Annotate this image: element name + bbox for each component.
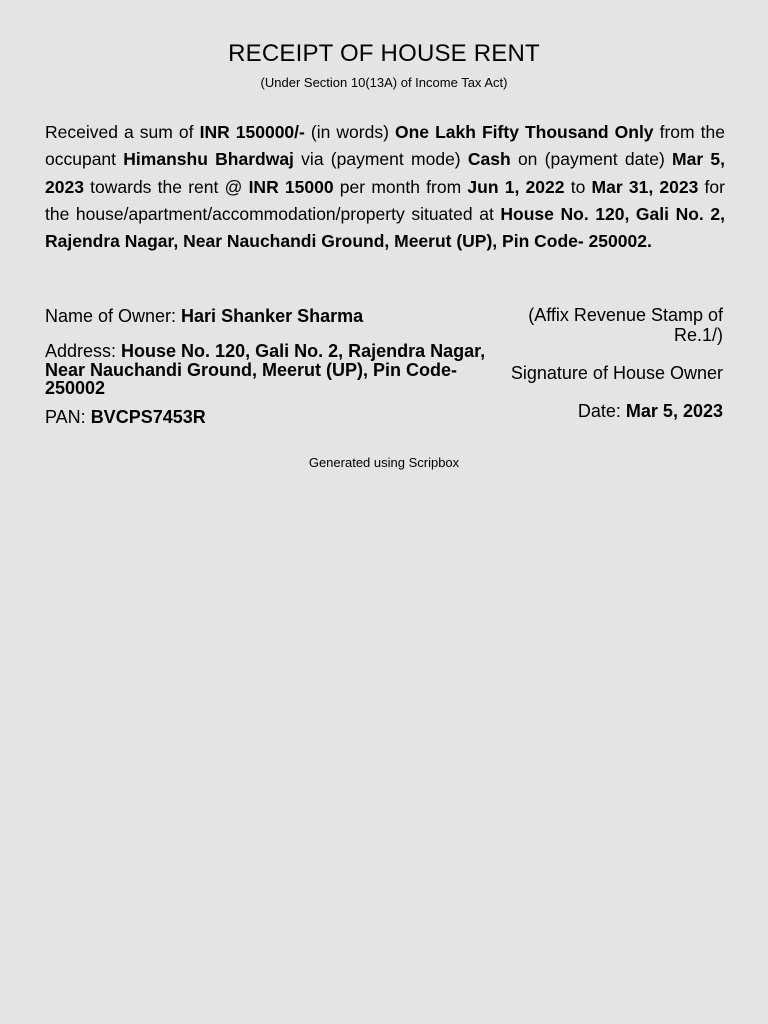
period-end: Mar 31, 2023 <box>591 176 699 197</box>
receipt-subtitle: (Under Section 10(13A) of Income Tax Act) <box>260 75 508 90</box>
body-text: via (payment mode) <box>293 149 468 170</box>
body-text: towards the rent @ <box>83 176 249 197</box>
property-address: House No. 120, Gali No. 2, Rajendra Nagar, Near Nauchandi Ground, Meerut (UP), Pin Code- 250002. <box>45 203 725 252</box>
owner-pan-label: PAN: <box>45 406 91 427</box>
generated-by-note: Generated using Scripbox <box>308 455 460 470</box>
receipt-date: Mar 5, 2023 <box>625 401 723 421</box>
owner-address: House No. 120, Gali No. 2, Rajendra Nagar, Near Nauchandi Ground, Meerut (UP), Pin Code-250002 <box>45 341 486 398</box>
owner-address-label: Address: <box>45 341 122 361</box>
revenue-stamp-note: (Affix Revenue Stamp of Re.1/) <box>528 305 723 345</box>
amount-in-words: One Lakh Fifty Thousand Only <box>395 122 654 142</box>
signature-label: Signature of House Owner <box>510 363 723 383</box>
receipt-body <box>45 119 725 255</box>
body-text: Received a sum of <box>45 122 200 142</box>
body-text: from the occupant <box>45 122 725 170</box>
monthly-rent: INR 15000 <box>248 176 334 197</box>
receipt-date-row <box>483 401 723 422</box>
tenant-name: Himanshu Bhardwaj <box>123 149 294 170</box>
signature-block <box>483 306 723 422</box>
receipt-title: RECEIPT OF HOUSE RENT <box>228 40 540 67</box>
body-text: to <box>564 176 592 197</box>
owner-address-row <box>45 342 490 398</box>
body-text: per month from <box>333 176 468 197</box>
payment-date: Mar 5, 2023 <box>45 149 726 197</box>
owner-name-label: Name of Owner: <box>45 306 182 326</box>
amount: INR 150000/- <box>199 122 305 142</box>
body-text: (in words) <box>304 122 395 142</box>
owner-details <box>45 306 495 428</box>
owner-pan: BVCPS7453R <box>90 406 206 427</box>
date-label: Date: <box>577 401 626 421</box>
owner-name: Hari Shanker Sharma <box>181 306 364 326</box>
owner-pan-row <box>45 407 495 428</box>
body-text: on (payment date) <box>510 149 673 170</box>
body-text: for the house/apartment/accommodation/property situated at <box>45 176 725 224</box>
owner-name-row <box>45 306 495 327</box>
period-start: Jun 1, 2022 <box>467 176 565 197</box>
payment-mode: Cash <box>467 149 511 170</box>
